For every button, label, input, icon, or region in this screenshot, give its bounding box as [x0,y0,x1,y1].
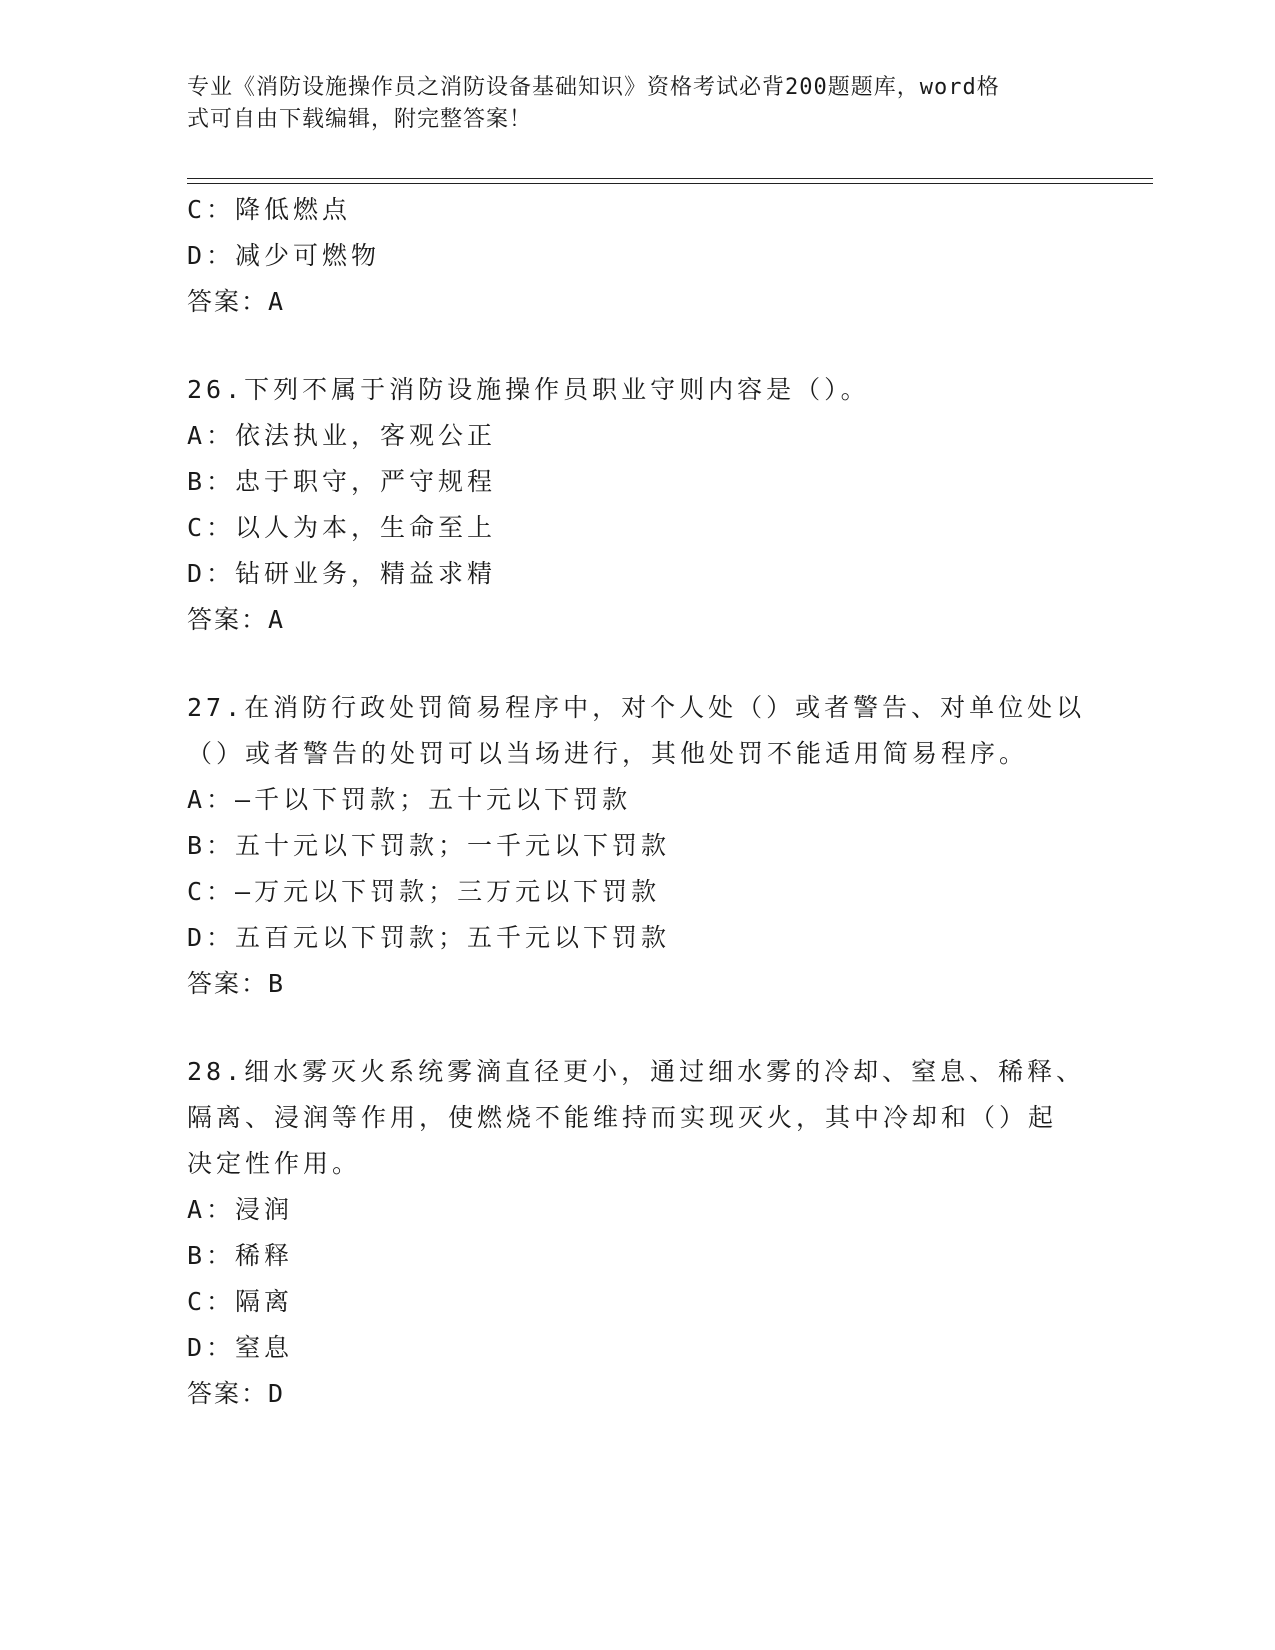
answer-line: 答案：B [187,969,286,998]
question-stem: 26.下列不属于消防设施操作员职业守则内容是（）。 [187,375,870,404]
option-c: C：以人为本，生命至上 [187,513,497,542]
option-d: D：钻研业务，精益求精 [187,559,497,588]
question-26 [187,367,1087,643]
option-c: C：降低燃点 [187,195,352,224]
question-27 [187,685,1087,1007]
header-line-1: 专业《消防设施操作员之消防设备基础知识》资格考试必背200题题库，word格 [187,75,1000,100]
header-rule-bottom [187,183,1153,184]
option-b: B：忠于职守，严守规程 [187,467,497,496]
header-rule-top [187,178,1153,179]
spacer [187,1007,1087,1049]
spacer [187,325,1087,367]
answer-line: 答案：A [187,287,286,316]
question-25-partial [187,187,1087,325]
option-a: A：浸润 [187,1195,294,1224]
document-header [187,72,1077,136]
option-d: D：五百元以下罚款；五千元以下罚款 [187,923,671,952]
answer-line: 答案：D [187,1379,286,1408]
option-b: B：五十元以下罚款；一千元以下罚款 [187,831,671,860]
option-c: C：—万元以下罚款；三万元以下罚款 [187,877,661,906]
question-28 [187,1049,1087,1417]
question-stem-continued: 隔离、浸润等作用，使燃烧不能维持而实现灭火，其中冷却和（）起 [187,1103,1058,1132]
option-d: D：减少可燃物 [187,241,381,270]
header-line-2: 式可自由下载编辑，附完整答案！ [187,107,533,132]
answer-line: 答案：A [187,605,286,634]
question-stem: 27.在消防行政处罚简易程序中，对个人处（）或者警告、对单位处以 [187,693,1086,722]
option-c: C：隔离 [187,1287,294,1316]
option-d: D：窒息 [187,1333,294,1362]
option-b: B：稀释 [187,1241,294,1270]
question-stem: 28.细水雾灭火系统雾滴直径更小，通过细水雾的冷却、窒息、稀释、 [187,1057,1086,1086]
question-stem-continued: （）或者警告的处罚可以当场进行，其他处罚不能适用简易程序。 [187,739,1029,768]
option-a: A：—千以下罚款；五十元以下罚款 [187,785,632,814]
question-stem-continued: 决定性作用。 [187,1149,362,1178]
spacer [187,643,1087,685]
option-a: A：依法执业，客观公正 [187,421,497,450]
question-list [187,187,1087,1417]
